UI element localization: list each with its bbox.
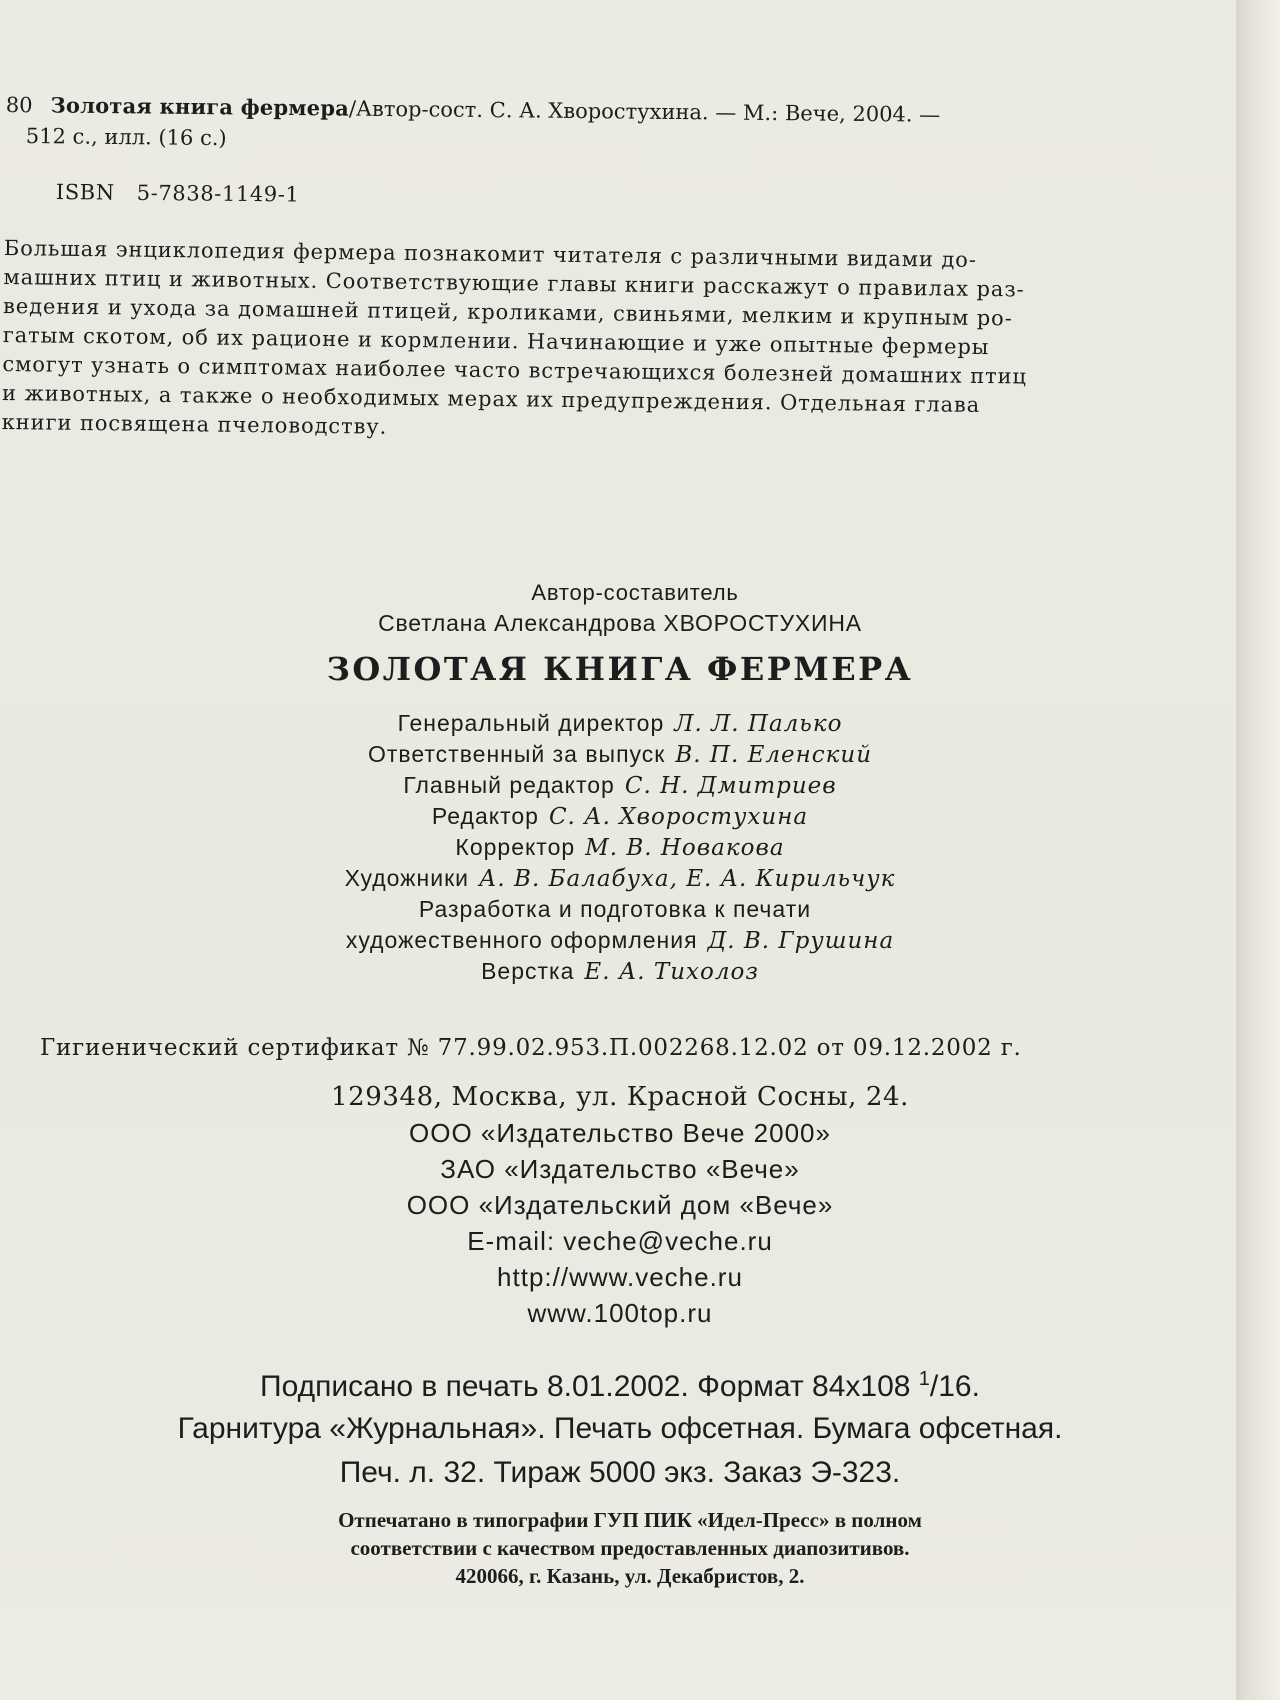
abstract-line: гатым скотом, об их рационе и кормлении. Начинающие и уже опытные фермеры <box>2 322 990 360</box>
credit-person: Л. Л. Палько <box>674 711 843 737</box>
abstract-line: смогут узнать о симптомах наиболее часто встречающихся болезней домашних птиц <box>2 351 1028 389</box>
credit-row <box>0 772 1240 803</box>
print-info-line: Печ. л. 32. Тираж 5000 экз. Заказ Э-323. <box>339 1456 901 1489</box>
printer-line: соответствии с качеством предоставленных диапозитивов. <box>350 1536 910 1560</box>
credit-role: Ответственный за выпуск <box>367 741 666 767</box>
format-fraction-suffix: /16. <box>929 1370 980 1403</box>
publisher-info <box>0 1082 1240 1334</box>
publisher-name: ЗАО «Издательство «Вече» <box>440 1154 800 1184</box>
print-signed-format: Подписано в печать 8.01.2002. Формат 84x108 <box>260 1370 911 1403</box>
abstract-line: и животных, а также о необходимых мерах их предупреждения. Отдельная глава <box>1 380 981 417</box>
bibliography-details: /Автор-сост. С. А. Хворостухина. — М.: Вече, 2004. — <box>348 96 941 127</box>
bibliography-line-2: 512 с., илл. (16 с.) <box>25 124 227 151</box>
abstract <box>2 236 1244 454</box>
credit-row <box>0 710 1240 741</box>
credit-person: В. П. Еленский <box>675 742 873 768</box>
credit-row <box>0 896 1240 927</box>
credit-role: художественного оформления <box>345 927 698 953</box>
publisher-address: 129348, Москва, ул. Красной Сосны, 24. <box>330 1082 910 1112</box>
credit-role: Разработка и подготовка к печати <box>418 896 812 922</box>
credit-role: Генеральный директор <box>397 710 665 736</box>
bibliography-line-1 <box>6 92 1186 129</box>
abstract-line: книги посвящена пчеловодству. <box>1 409 388 439</box>
author-label: Автор-составитель <box>531 580 739 605</box>
abstract-line: машних птиц и животных. Соответствующие главы книги расскажут о правилах раз- <box>3 264 1025 302</box>
book-title: ЗОЛОТАЯ КНИГА ФЕРМЕРА <box>326 650 914 688</box>
abstract-line: ведения и ухода за домашней птицей, кроликами, свиньями, мелким и крупным ро- <box>2 293 1013 331</box>
credit-role: Главный редактор <box>403 772 615 798</box>
credit-row <box>0 958 1240 989</box>
credit-role: Художники <box>344 865 469 891</box>
print-info <box>0 1368 1240 1500</box>
printer-line: 420066, г. Казань, ул. Декабристов, 2. <box>455 1564 805 1588</box>
credit-person: Е. А. Тихолоз <box>584 959 759 985</box>
credit-row <box>0 803 1240 834</box>
credit-role: Корректор <box>455 834 576 860</box>
credit-row <box>0 741 1240 772</box>
isbn-label: ISBN <box>55 180 115 205</box>
format-fraction: 1 <box>918 1368 930 1390</box>
credit-row <box>0 865 1240 896</box>
print-info-line <box>0 1368 1240 1412</box>
credit-person: М. В. Новакова <box>585 835 785 861</box>
credit-person: С. А. Хворостухина <box>548 804 809 830</box>
publisher-name: ООО «Издательство Вече 2000» <box>409 1118 831 1148</box>
hygiene-certificate: Гигиенический сертификат № 77.99.02.953.П.002268.12.02 от 09.12.2002 г. <box>40 1035 1022 1061</box>
printer-info <box>0 1508 1240 1592</box>
credits-list <box>0 710 1240 989</box>
publisher-website: http://www.veche.ru <box>497 1262 743 1292</box>
credit-role: Редактор <box>431 803 539 829</box>
publisher-email: E-mail: veche@veche.ru <box>467 1226 773 1256</box>
credit-row <box>0 834 1240 865</box>
credit-person: С. Н. Дмитриев <box>624 773 837 799</box>
bibliography-title: Золотая книга фермера <box>50 92 350 121</box>
credit-role: Верстка <box>481 958 575 984</box>
page-edge <box>1236 0 1280 1700</box>
publisher-website: www.100top.ru <box>527 1298 713 1328</box>
abstract-line: Большая энциклопедия фермера познакомит читателя с различными видами до- <box>3 236 977 272</box>
print-info-line: Гарнитура «Журнальная». Печать офсетная. Бумага офсетная. <box>177 1412 1063 1445</box>
credit-row <box>0 927 1240 958</box>
author-name: Светлана Александрова ХВОРОСТУХИНА <box>378 610 862 636</box>
publisher-name: ООО «Издательский дом «Вече» <box>406 1190 834 1220</box>
credit-person: Д. В. Грушина <box>707 928 895 954</box>
printer-line: Отпечатано в типографии ГУП ПИК «Идел-Пресс» в полном <box>338 1508 922 1532</box>
isbn <box>56 180 300 207</box>
page-number: 80 <box>5 92 33 118</box>
credit-person: А. В. Балабуха, Е. А. Кирильчук <box>479 866 896 892</box>
isbn-value: 5-7838-1149-1 <box>136 180 300 207</box>
